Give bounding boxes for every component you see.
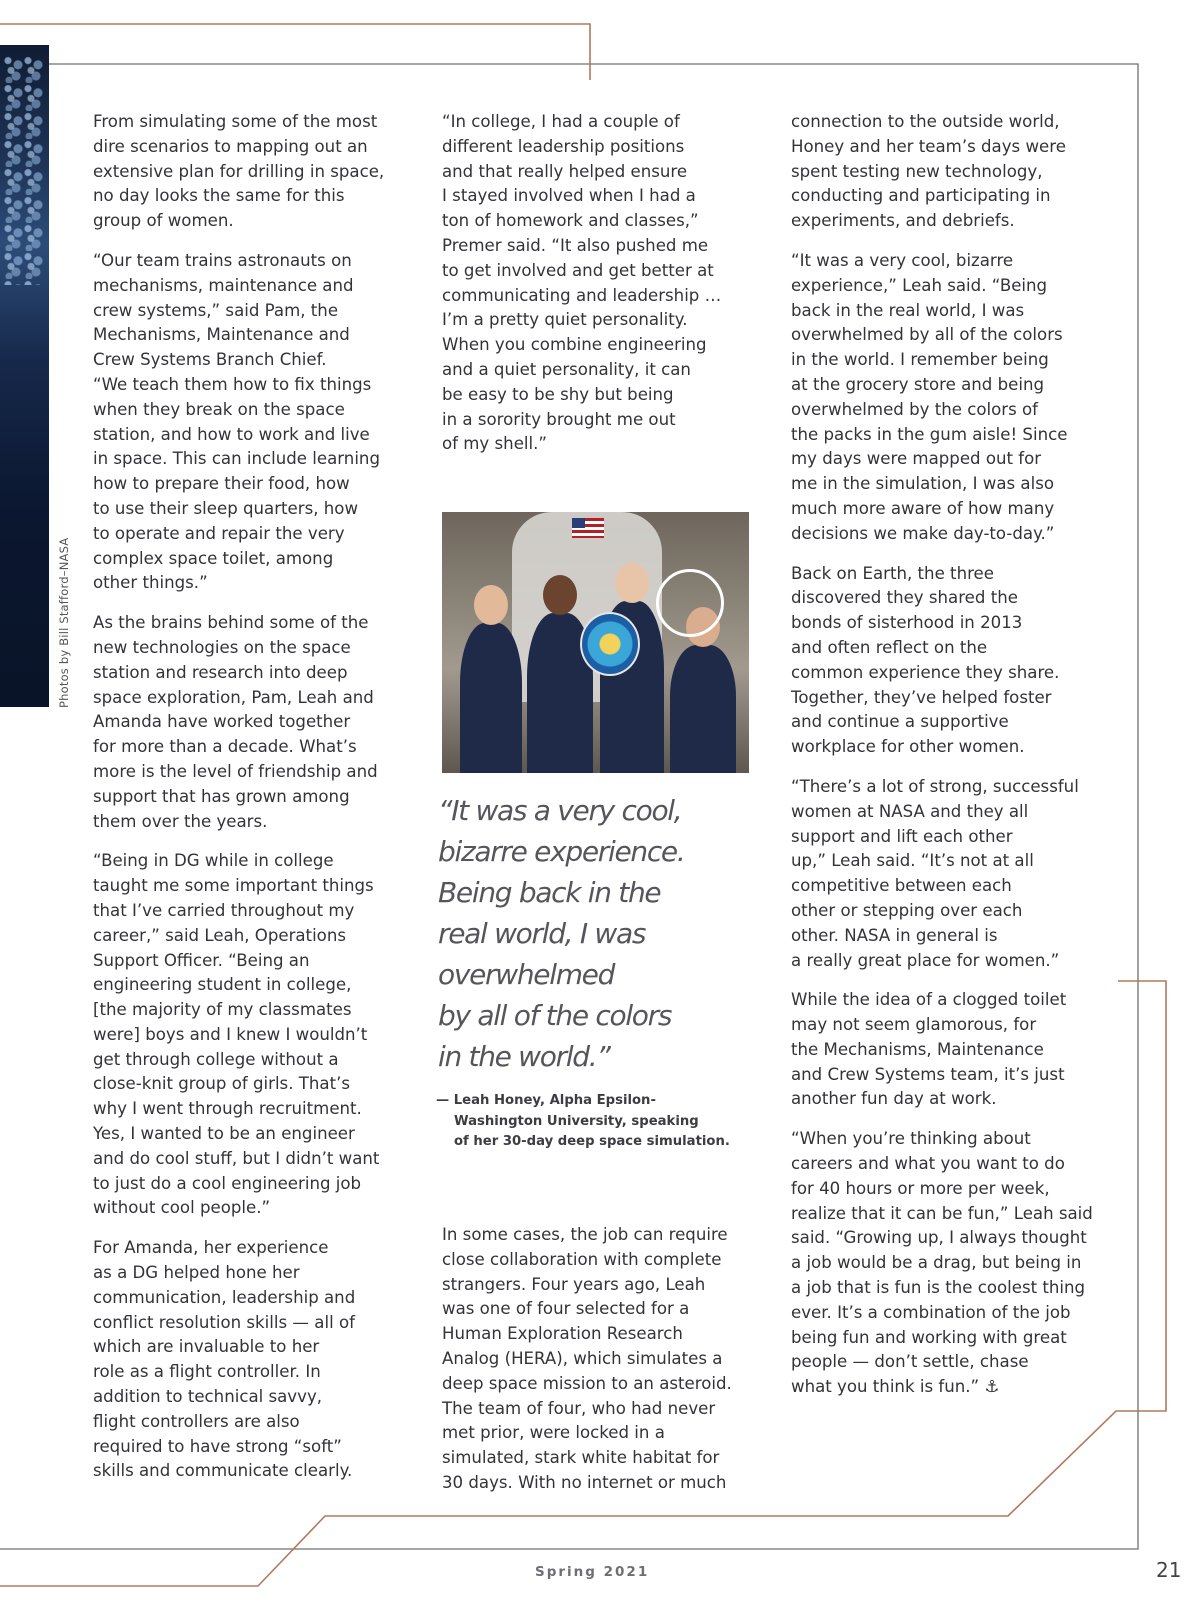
body-paragraph: As the brains behind some of the new technologies on the space station and research into deep space exploration, Pam, Leah and Amanda have worked together for more than a decade. What’s more is the level of friendship and support that has grown among them over the years. bbox=[93, 613, 378, 831]
body-paragraph: In some cases, the job can require close collaboration with complete strangers. Four years ago, Leah was one of four selected for a Human Exploration Research Analog (HERA), which simulates a deep space mission to an asteroid. The team of four, who had never met prior, were locked in a simulated, stark white habitat for 30 days. With no internet or much bbox=[442, 1225, 732, 1492]
page-number: 21 bbox=[1156, 1558, 1182, 1582]
body-paragraph: “Being in DG while in college taught me some important things that I’ve carried throughout my career,” said Leah, Operations Support Officer. “Being an engineering student in college, [the majority of my classmates were] boys and I knew I wouldn’t get through college without a close-knit group of girls. That’s why I went through recruitment. Yes, I wanted to be an engineer and do cool stuff, but I didn’t want to just do a cool engineering job without cool people.” bbox=[93, 851, 380, 1218]
copper-line-top bbox=[0, 24, 590, 80]
pull-quote bbox=[438, 790, 758, 1077]
body-paragraph: “In college, I had a couple of different leadership positions and that really helped ensure I stayed involved when I had a ton of homework and classes,” Premer said. “It also pushed me to get involved and get better at communicating and leadership … I’m a pretty quiet personality. When you combine engineering and a quiet personality, it can be easy to be shy but being in a sorority brought me out of my shell.” bbox=[442, 112, 722, 454]
side-photo-strip bbox=[0, 45, 49, 707]
body-paragraph: Back on Earth, the three discovered they shared the bonds of sisterhood in 2013 and often reflect on the common experience they share. Together, they’ve helped foster and continue a supportive workplace for other women. bbox=[791, 563, 1060, 757]
team-photo bbox=[442, 512, 749, 773]
body-paragraph: “It was a very cool, bizarre experience,” Leah said. “Being back in the real world, I was overwhelmed by all of the colors in the world. I remember being at the grocery store and being overwhelmed by the colors of the packs in the gum aisle! Since my days were mapped out for me in the simulation, I was also much more aware of how many decisions we make day-to-day.” bbox=[791, 250, 1068, 543]
pull-quote-line: Being back in the bbox=[438, 876, 661, 909]
body-paragraph: From simulating some of the most dire scenarios to mapping out an extensive plan for drilling in space, no day looks the same for this group of women. bbox=[93, 112, 385, 231]
body-paragraph: “When you’re thinking about careers and what you want to do for 40 hours or more per week, realize that it can be fun,” Leah said said. “Growing up, I always thought a job would be a drag, but being in a job that is fun is the coolest thing ever. It’s a combination of the job being fun and working with great people — don’t settle, chase what you think is fun.” ⚓ bbox=[791, 1129, 1093, 1397]
pull-quote-line: “It was a very cool, bbox=[438, 794, 682, 827]
body-paragraph: “There’s a lot of strong, successful women at NASA and they all support and lift each other up,” Leah said. “It’s not at all competitive between each other or stepping over each other. NASA in general is a really great place for women.” bbox=[791, 776, 1079, 970]
person-figure bbox=[460, 623, 522, 773]
highlight-circle bbox=[656, 569, 724, 637]
photo-credit: Photos by Bill Stafford–NASA bbox=[57, 537, 71, 708]
body-paragraph: “Our team trains astronauts on mechanisms, maintenance and crew systems,” said Pam, the Mechanisms, Maintenance and Crew Systems Branch Chief. “We teach them how to fix things when they break on the space station, and how to work and live in space. This can include learning how to prepare their food, how to use their sleep quarters, how to operate and repair the very complex space toilet, among other things.” bbox=[93, 250, 380, 593]
pull-quote-line: real world, I was bbox=[438, 917, 646, 950]
person-figure bbox=[670, 645, 736, 773]
column-2-top bbox=[442, 110, 752, 472]
attribution-line: — Leah Honey, Alpha Epsilon- bbox=[436, 1093, 656, 1108]
attribution-line: Washington University, speaking bbox=[454, 1113, 699, 1129]
pull-quote-line: bizarre experience. bbox=[438, 835, 685, 868]
body-paragraph: connection to the outside world, Honey and her team’s days were spent testing new technology, conducting and participating in experiments, and debriefs. bbox=[791, 112, 1066, 231]
column-1 bbox=[93, 110, 403, 1499]
issue-season: Spring 2021 bbox=[535, 1564, 650, 1580]
column-2-bottom bbox=[442, 1223, 752, 1496]
pull-quote-line: in the world.” bbox=[438, 1040, 610, 1073]
body-paragraph: While the idea of a clogged toilet may not seem glamorous, for the Mechanisms, Maintenance and Crew Systems team, it’s just another fun day at work. bbox=[791, 990, 1067, 1109]
us-flag-icon bbox=[572, 518, 604, 538]
body-paragraph: For Amanda, her experience as a DG helped hone her communication, leadership and conflict resolution skills — all of which are invaluable to her role as a flight controller. In addition to technical savvy, flight controllers are also required to have strong “soft” skills and communicate clearly. bbox=[93, 1238, 356, 1481]
pull-quote-line: overwhelmed bbox=[438, 958, 615, 991]
mission-patch-icon bbox=[580, 612, 640, 676]
quote-attribution bbox=[436, 1091, 756, 1153]
attribution-line: of her 30-day deep space simulation. bbox=[454, 1134, 730, 1149]
pull-quote-line: by all of the colors bbox=[438, 999, 672, 1032]
column-3 bbox=[791, 110, 1113, 1415]
